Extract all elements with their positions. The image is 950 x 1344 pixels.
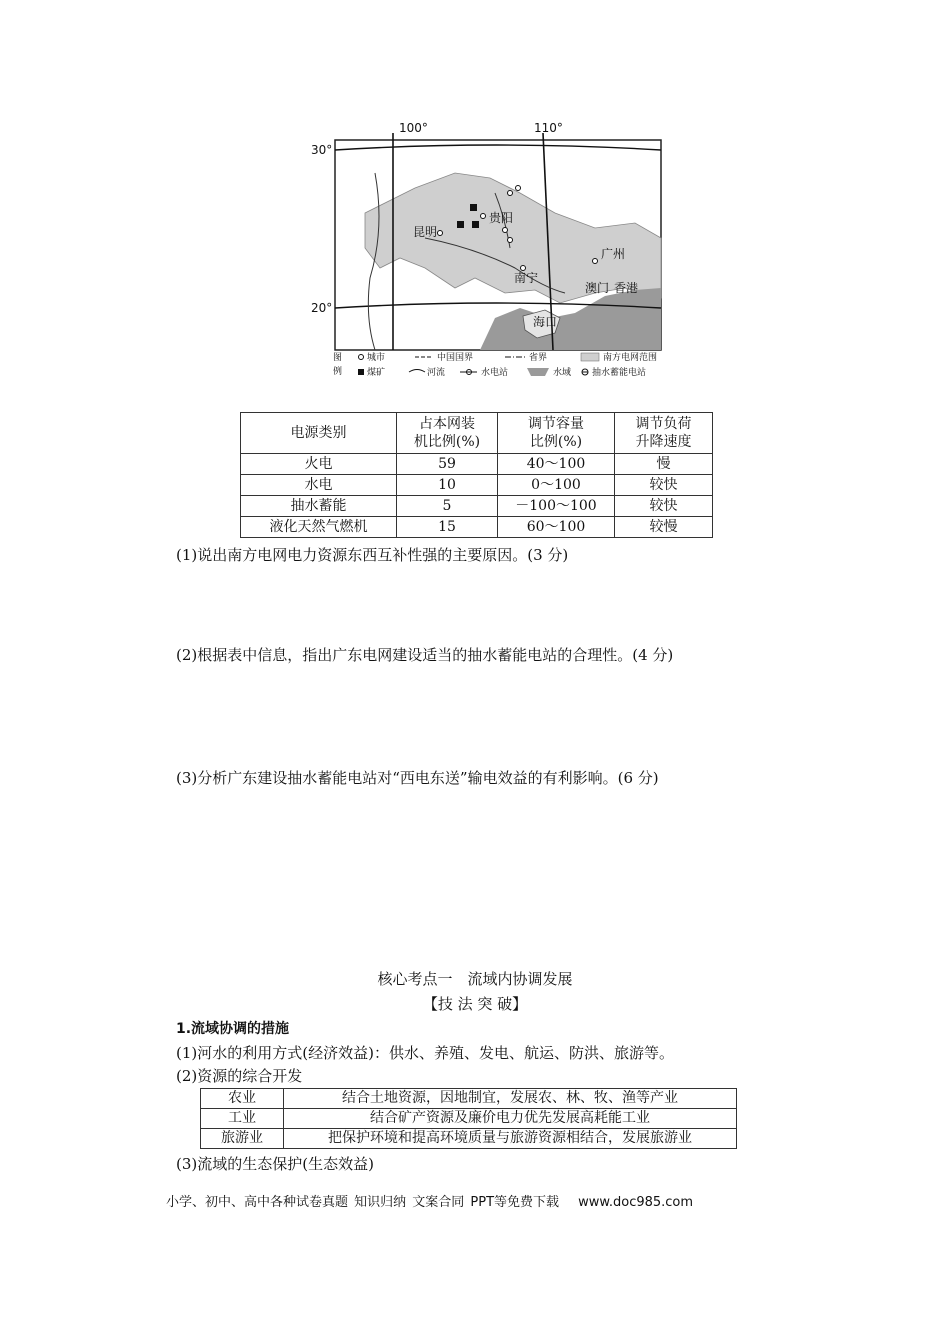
map-legend xyxy=(333,351,657,378)
svg-text:南方电网范围: 南方电网范围 xyxy=(603,353,658,363)
paragraph-resource-dev: (2)资源的综合开发 xyxy=(176,1067,303,1085)
table-cell: 工业 xyxy=(201,1109,284,1129)
table-row xyxy=(201,1129,737,1149)
table-cell: 0～100 xyxy=(498,475,615,496)
table-row xyxy=(201,1109,737,1129)
svg-text:抽水蓄能电站: 抽水蓄能电站 xyxy=(592,368,647,378)
table-cell: 旅游业 xyxy=(201,1129,284,1149)
table-row xyxy=(201,1089,737,1109)
table-cell: 10 xyxy=(397,475,498,496)
table-row xyxy=(241,517,713,538)
section-title: 核心考点一 流域内协调发展 xyxy=(377,970,573,988)
table-cell: 5 xyxy=(397,496,498,517)
table-cell: 农业 xyxy=(201,1089,284,1109)
table-cell: 较快 xyxy=(615,496,713,517)
table-cell: 慢 xyxy=(615,454,713,475)
table-cell: 60～100 xyxy=(498,517,615,538)
paragraph-river-use: (1)河水的利用方式(经济效益)：供水、养殖、发电、航运、防洪、旅游等。 xyxy=(176,1044,674,1062)
table-cell: 较慢 xyxy=(615,517,713,538)
svg-text:中国国界: 中国国界 xyxy=(437,353,474,363)
svg-text:水域: 水域 xyxy=(553,368,572,378)
table-cell: 结合土地资源，因地制宜，发展农、林、牧、渔等产业 xyxy=(284,1089,737,1109)
svg-text:煤矿: 煤矿 xyxy=(367,368,386,378)
section-subtitle: 【技 法 突 破】 xyxy=(422,995,528,1013)
col-header-load-speed: 调节负荷 升降速度 xyxy=(615,413,713,454)
table-cell: 火电 xyxy=(241,454,397,475)
col-header-source-type: 电源类别 xyxy=(241,413,397,454)
city-kunming: 昆明 xyxy=(413,225,438,239)
section-heading: 1.流域协调的措施 xyxy=(176,1021,290,1037)
lat-label-20: 20° xyxy=(311,301,333,315)
lat-label-30: 30° xyxy=(311,143,333,157)
table-row xyxy=(241,496,713,517)
city-hongkong: 香港 xyxy=(614,281,639,295)
table-cell: 抽水蓄能 xyxy=(241,496,397,517)
city-haikou: 海口 xyxy=(533,315,558,329)
lon-label-100: 100° xyxy=(399,121,428,135)
svg-text:水电站: 水电站 xyxy=(481,368,509,378)
table-cell: 液化天然气燃机 xyxy=(241,517,397,538)
table-cell: 15 xyxy=(397,517,498,538)
page-footer: 小学、初中、高中各种试卷真题 知识归纳 文案合同 PPT等免费下载 www.doc985.com xyxy=(166,1195,694,1210)
question-1: (1)说出南方电网电力资源东西互补性强的主要原因。(3 分) xyxy=(176,546,569,564)
svg-text:图: 图 xyxy=(333,353,343,363)
table-cell: 40～100 xyxy=(498,454,615,475)
power-source-table xyxy=(240,412,713,538)
resource-development-table xyxy=(200,1088,737,1149)
svg-text:省界: 省界 xyxy=(529,353,548,363)
city-macau: 澳门 xyxy=(585,281,610,295)
col-header-capacity-ratio: 调节容量 比例(%) xyxy=(498,413,615,454)
table-cell: 59 xyxy=(397,454,498,475)
svg-text:例: 例 xyxy=(333,367,343,377)
table-cell: 把保护环境和提高环境质量与旅游资源相结合，发展旅游业 xyxy=(284,1129,737,1149)
question-2: (2)根据表中信息，指出广东电网建设适当的抽水蓄能电站的合理性。(4 分) xyxy=(176,646,674,664)
table-cell: －100～100 xyxy=(498,496,615,517)
city-nanning: 南宁 xyxy=(514,271,539,285)
svg-text:城市: 城市 xyxy=(367,353,386,363)
table-cell: 结合矿产资源及廉价电力优先发展高耗能工业 xyxy=(284,1109,737,1129)
table-row xyxy=(241,454,713,475)
col-header-install-ratio: 占本网装 机比例(%) xyxy=(397,413,498,454)
lon-label-110: 110° xyxy=(534,121,563,135)
table-cell: 较快 xyxy=(615,475,713,496)
table-row xyxy=(241,475,713,496)
south-grid-map xyxy=(305,118,675,383)
city-guangzhou: 广州 xyxy=(601,247,626,261)
question-3: (3)分析广东建设抽水蓄能电站对“西电东送”输电效益的有利影响。(6 分) xyxy=(176,769,659,787)
svg-text:河流: 河流 xyxy=(427,368,446,378)
table-cell: 水电 xyxy=(241,475,397,496)
paragraph-eco-protection: (3)流域的生态保护(生态效益) xyxy=(176,1155,374,1173)
city-guiyang: 贵阳 xyxy=(489,211,514,225)
